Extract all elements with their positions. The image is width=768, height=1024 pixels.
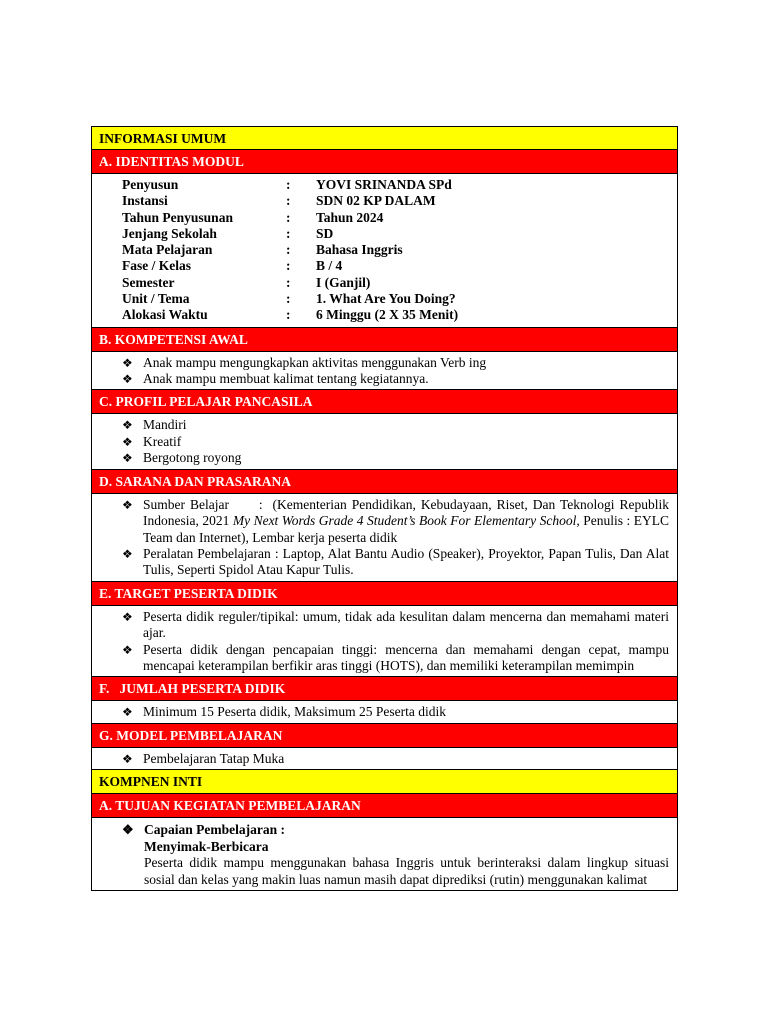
row-colon: : [286,307,291,323]
diamond-bullet-icon: ❖ [122,355,133,370]
diamond-bullet-icon: ❖ [122,451,133,466]
item-text: Penulis : EYLC Team dan Internet), Lembar kerja peserta didik [143,513,670,545]
list-item [122,704,669,720]
heading-text: D. SARANA DAN PRASARANA [99,473,292,489]
item-text: Peserta didik reguler/tipikal: umum, tidak ada kesulitan dalam mencerna dan memahami materi ajar. [143,608,669,641]
item-text: Kreatif [143,433,182,449]
row-key: Semester [122,274,175,290]
tujuan-box [91,818,678,891]
diamond-bullet-icon: ❖ [122,751,133,766]
list-item [122,642,669,675]
heading-tujuan-kegiatan [91,794,678,818]
row-colon: : [286,209,291,225]
diamond-bullet-icon: ❖ [122,642,133,657]
heading-text: G. MODEL PEMBELAJARAN [99,727,283,743]
section-informasi-umum [91,126,678,150]
profil-box [91,414,678,469]
row-value: I (Ganjil) [316,274,371,290]
row-key: Tahun Penyusunan [122,209,233,225]
heading-text: A. TUJUAN KEGIATAN PEMBELAJARAN [99,798,361,814]
item-text: Bergotong royong [143,450,242,466]
row-key: Instansi [122,193,168,209]
identitas-row [122,258,677,274]
heading-text: INFORMASI UMUM [99,131,227,146]
module-document [91,126,678,891]
row-colon: : [286,274,291,290]
heading-target-peserta [91,582,678,606]
row-colon: : [286,225,291,241]
row-value: 1. What Are You Doing? [316,291,456,307]
identitas-row [122,226,677,242]
row-value: Bahasa Inggris [316,242,403,258]
item-text: Pembelajaran Tatap Muka [143,750,285,766]
heading-sarana-prasarana [91,470,678,494]
jumlah-box [91,701,678,723]
row-colon: : [286,177,291,192]
list-item [122,434,669,450]
diamond-bullet-icon: ❖ [122,822,134,838]
heading-profil-pelajar [91,390,678,414]
heading-text: A. IDENTITAS MODUL [99,154,244,169]
row-value: SD [316,225,334,241]
list-item [122,355,669,371]
row-colon: : [286,291,291,307]
item-text: Anak mampu membuat kalimat tentang kegiatannya. [143,371,429,387]
identitas-row [122,177,677,193]
list-item [122,371,669,387]
list-item [122,546,669,579]
heading-jumlah-peserta [91,677,678,701]
row-value: Tahun 2024 [316,209,384,225]
list-item [122,496,673,546]
diamond-bullet-icon: ❖ [122,372,133,387]
row-value: 6 Minggu (2 X 35 Menit) [316,307,459,323]
diamond-bullet-icon: ❖ [122,705,133,720]
identitas-row [122,193,677,209]
paragraph-text: Peserta didik mampu menggunakan bahasa Inggris untuk berinteraksi dalam lingkup situasi sosial dan kelas yang makin luas namun masih dapat diprediksi (rutin) menggunakan kalimat [144,854,669,887]
item-text: Minimum 15 Peserta didik, Maksimum 25 Peserta didik [143,704,446,720]
heading-identitas-modul [91,150,678,174]
capaian-heading [122,822,669,838]
heading-model-pembelajaran [91,724,678,748]
row-value: YOVI SRINANDA SPd [316,177,452,192]
row-colon: : [286,258,291,274]
heading-text: KOMPNEN INTI [99,774,203,790]
row-key: Jenjang Sekolah [122,225,217,241]
sub-label: Menyimak-Berbicara [144,838,269,854]
item-text: Mandiri [143,417,187,433]
item-text: Anak mampu mengungkapkan aktivitas menggunakan Verb ing [143,354,487,370]
row-key: Penyusun [122,177,179,192]
heading-text: B. KOMPETENSI AWAL [99,331,248,347]
identitas-row [122,291,677,307]
capaian-paragraph [122,855,669,888]
item-text: Sumber Belajar : (Kementerian Pendidikan, Kebudayaan, Riset, Dan Teknologi Republik Indonesia, 2021 [143,496,673,529]
list-item [122,751,669,767]
capaian-label: Capaian Pembelajaran : [144,822,285,838]
model-box [91,748,678,770]
diamond-bullet-icon: ❖ [122,434,133,449]
identitas-row [122,275,677,291]
diamond-bullet-icon: ❖ [122,546,133,561]
row-key: Alokasi Waktu [122,307,208,323]
row-colon: : [286,193,291,209]
heading-text: F. JUMLAH PESERTA DIDIK [99,681,286,697]
row-key: Mata Pelajaran [122,242,213,258]
list-item [122,417,669,433]
identitas-table [91,174,678,328]
identitas-row [122,210,677,226]
list-item [122,609,669,642]
identitas-row [122,242,677,258]
item-text: Peserta didik dengan pencapaian tinggi: mencerna dan memahami dengan cepat, mampu mencapai keterampilan berfikir aras tinggi (HOTS), dan memiliki keterampilan memimpin [143,641,669,673]
item-text: Peralatan Pembelajaran : Laptop, Alat Bantu Audio (Speaker), Proyektor, Papan Tulis, Dan Alat Tulis, Seperti Spidol Atau Kapur Tulis. [143,545,669,578]
sub-heading [122,839,669,855]
row-colon: : [286,242,291,258]
heading-kompetensi-awal [91,328,678,352]
heading-text: E. TARGET PESERTA DIDIK [99,585,278,601]
diamond-bullet-icon: ❖ [122,497,133,512]
diamond-bullet-icon: ❖ [122,418,133,433]
diamond-bullet-icon: ❖ [122,609,133,624]
kompetensi-box [91,352,678,391]
section-kompnen-inti [91,770,678,794]
row-value: SDN 02 KP DALAM [316,193,436,209]
heading-text: C. PROFIL PELAJAR PANCASILA [99,394,313,410]
row-key: Unit / Tema [122,291,190,307]
target-box [91,606,678,678]
row-value: B / 4 [316,258,343,274]
row-key: Fase / Kelas [122,258,191,274]
sarana-box [91,494,678,582]
list-item [122,450,669,466]
identitas-row [122,307,677,323]
book-title: My Next Words Grade 4 Student’s Book For Elementary School, [232,513,580,529]
